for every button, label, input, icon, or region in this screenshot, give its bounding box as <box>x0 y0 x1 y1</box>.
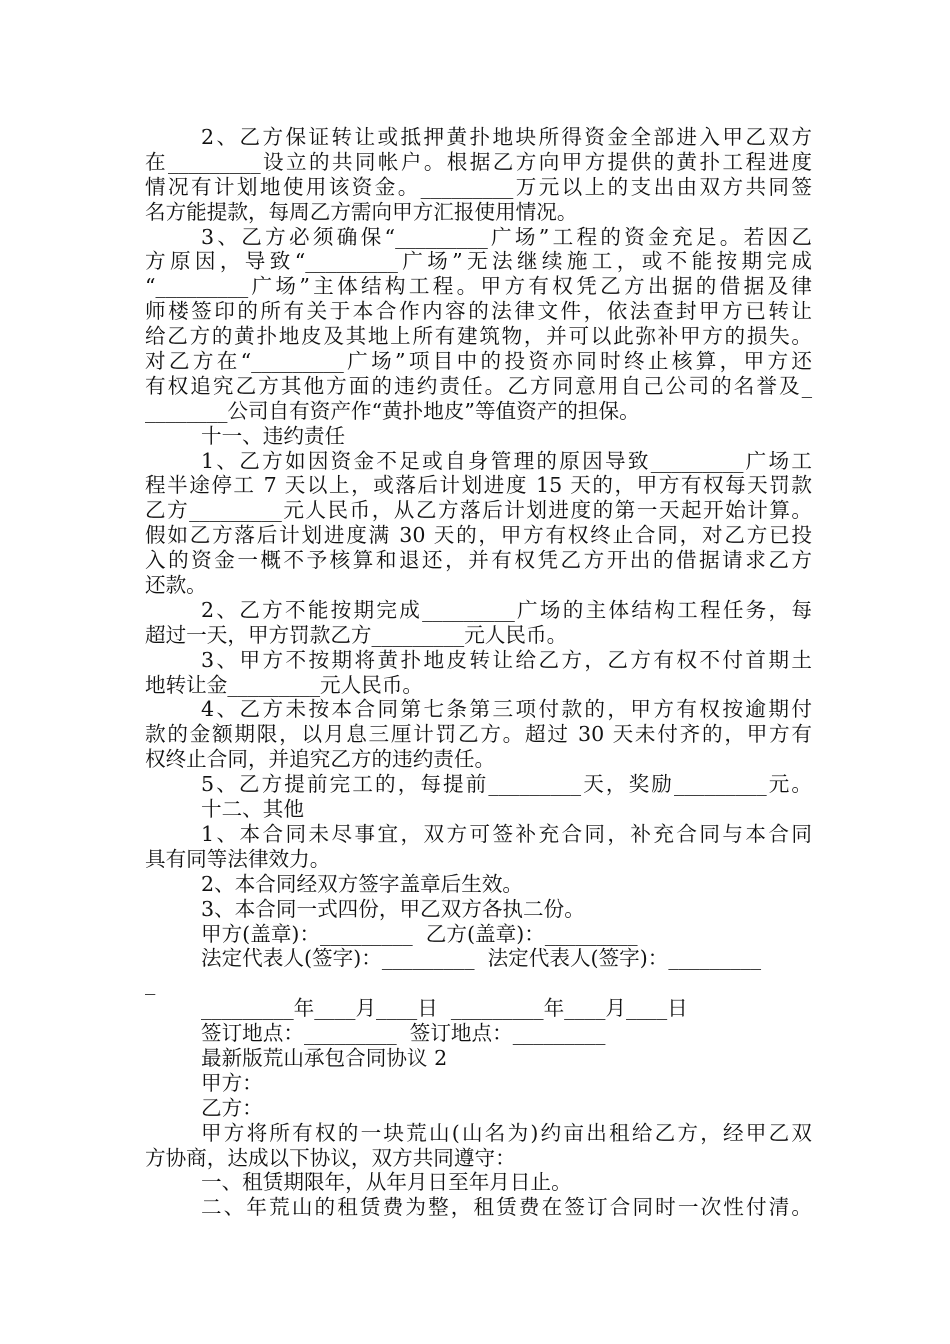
text-line: 程半途停工 7 天以上，或落后计划进度 15 天的，甲方有权每天罚款 <box>145 473 812 498</box>
text-line: 在_________设立的共同帐户。根据乙方向甲方提供的黄扑工程进度 <box>145 149 812 174</box>
text-line: “_________广场”主体结构工程。甲方有权凭乙方出据的借据及律 <box>145 274 812 299</box>
text-line: 权终止合同，并追究乙方的违约责任。 <box>145 747 496 772</box>
text-line: 方协商，达成以下协议，双方共同遵守： <box>145 1145 516 1170</box>
text-line: 入的资金一概不予核算和退还，并有权凭乙方开出的借据请求乙方 <box>145 548 812 573</box>
text-line: 十一、违约责任 <box>201 423 346 448</box>
text-line: 3、甲方不按期将黄扑地皮转让给乙方，乙方有权不付首期土 <box>201 647 812 672</box>
text-line: 签订地点：_________ 签订地点：_________ <box>201 1021 606 1046</box>
text-line: 2、本合同经双方签字盖章后生效。 <box>201 871 524 896</box>
text-line: 情况有计划地使用该资金。_________万元以上的支出由双方共同签 <box>145 174 812 199</box>
text-line: 4、乙方未按本合同第七条第三项付款的，甲方有权按逾期付 <box>201 697 812 722</box>
text-line: 乙方： <box>201 1095 263 1120</box>
text-line: 甲方： <box>201 1070 263 1095</box>
text-line: _________年____月____日 _________年____月____日 <box>201 996 688 1021</box>
text-line: 2、乙方不能按期完成_________广场的主体结构工程任务，每 <box>201 597 812 622</box>
text-line: 3、本合同一式四份，甲乙双方各执二份。 <box>201 896 585 921</box>
text-line: 5、乙方提前完工的，每提前_________天，奖励_________元。 <box>201 772 812 797</box>
text-line: 师楼签印的所有关于本合作内容的法律文件，依法查封甲方已转让 <box>145 299 812 324</box>
text-line: 法定代表人(签字)：_________ 法定代表人(签字)：_________ <box>201 946 762 971</box>
text-line: 3、乙方必须确保“_________广场”工程的资金充足。若因乙 <box>201 224 812 249</box>
text-line: 最新版荒山承包合同协议 2 <box>201 1045 448 1070</box>
text-line: 1、本合同未尽事宜，双方可签补充合同，补充合同与本合同 <box>201 821 812 846</box>
text-line: 二、年荒山的租赁费为整，租赁费在签订合同时一次性付清。 <box>201 1195 812 1220</box>
text-line: 给乙方的黄扑地皮及其地上所有建筑物，并可以此弥补甲方的损失。 <box>145 324 812 349</box>
text-line: 具有同等法律效力。 <box>145 846 331 871</box>
text-line: 还款。 <box>145 573 207 598</box>
text-line: 假如乙方落后计划进度满 30 天的，甲方有权终止合同，对乙方已投 <box>145 523 812 548</box>
text-line: 一、租赁期限年，从年月日至年月日止。 <box>201 1170 572 1195</box>
text-line: ________公司自有资产作“黄扑地皮”等值资产的担保。 <box>145 398 640 423</box>
text-line: 十二、其他 <box>201 797 304 822</box>
text-line: 超过一天，甲方罚款乙方_________元人民币。 <box>145 622 568 647</box>
text-line: 有权追究乙方其他方面的违约责任。乙方同意用自己公司的名誉及_ <box>145 373 812 398</box>
text-line: 名方能提款，每周乙方需向甲方汇报使用情况。 <box>145 199 578 224</box>
text-line: 方原因，导致“_________广场”无法继续施工，或不能按期完成 <box>145 249 812 274</box>
text-line: 甲方(盖章)：_________ 乙方(盖章)：_________ <box>201 921 638 946</box>
text-line: 2、乙方保证转让或抵押黄扑地块所得资金全部进入甲乙双方 <box>201 125 812 149</box>
text-line: 甲方将所有权的一块荒山(山名为)约亩出租给乙方，经甲乙双 <box>201 1120 812 1145</box>
text-line: 款的金额期限，以月息三厘计罚乙方。超过 30 天未付齐的，甲方有 <box>145 722 812 747</box>
text-line: 对乙方在“_________广场”项目中的投资亦同时终止核算，甲方还 <box>145 349 812 374</box>
text-line: 1、乙方如因资金不足或自身管理的原因导致_________广场工 <box>201 448 812 473</box>
text-line: 乙方_________元人民币，从乙方落后计划进度的第一天起开始计算。 <box>145 498 812 523</box>
text-line: 地转让金_________元人民币。 <box>145 672 424 697</box>
text-line: _ <box>145 971 156 996</box>
